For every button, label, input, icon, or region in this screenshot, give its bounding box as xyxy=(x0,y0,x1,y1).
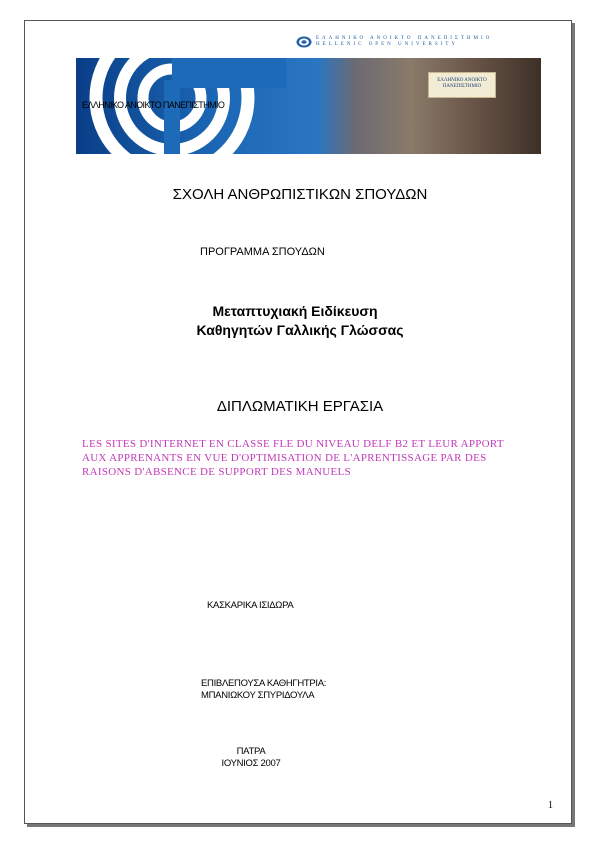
header-strip-text xyxy=(316,36,492,48)
university-banner xyxy=(76,58,541,154)
building-sign-line2: ΠΑΝΕΠΙΣΤΗΜΙΟ xyxy=(442,84,482,89)
supervisor-label: ΕΠΙΒΛΕΠΟΥΣΑ ΚΑΘΗΓΗΤΡΙΑ: xyxy=(201,678,327,689)
thesis-title: LES SITES D'INTERNET EN CLASSE FLE DU NIVEAU DELF B2 ET LEUR APPORT AUX APPRENANTS EN VUE D'OPTIMISATION DE L'APRENTISSAGE PAR DES RAISONS D'ABSENCE DE SUPPORT DES MANUELS xyxy=(82,438,504,478)
date: ΙΟΥΝΙΟΣ 2007 xyxy=(221,758,281,769)
header-strip-line1: ΕΛΛΗΝΙΚΟ ΑΝΟΙΚΤΟ ΠΑΝΕΠΙΣΤΗΜΙΟ xyxy=(316,36,493,41)
program-label: ΠΡΟΓΡΑΜΜΑ ΣΠΟΥΔΩΝ xyxy=(200,246,325,258)
specialization-line1: Μεταπτυχιακή Ειδίκευση xyxy=(212,303,378,319)
supervisor-block xyxy=(201,678,326,702)
specialization-line2: Καθηγητών Γαλλικής Γλώσσας xyxy=(196,322,404,338)
university-logo-icon xyxy=(296,36,312,48)
specialization xyxy=(0,302,600,340)
building-sign-line1: ΕΛΛΗΝΙΚΟ ΑΝΟΙΚΤΟ xyxy=(437,78,487,83)
header-strip-line2: HELLENIC OPEN UNIVERSITY xyxy=(316,42,458,47)
school-name: ΣΧΟΛΗ ΑΝΘΡΩΠΙΣΤΙΚΩΝ ΣΠΟΥΔΩΝ xyxy=(172,186,428,203)
place-date-block xyxy=(0,746,502,770)
document-type: ΔΙΠΛΩΜΑΤΙΚΗ ΕΡΓΑΣΙΑ xyxy=(216,398,384,415)
supervisor-name: ΜΠΑΝΙΩΚΟΥ ΣΠΥΡΙΔΟΥΛΑ xyxy=(201,690,315,701)
university-name: ΕΛΛΗΝΙΚΟ ΑΝΟΙΚΤΟ ΠΑΝΕΠΙΣΤΗΜΙΟ xyxy=(82,100,225,110)
page-number: 1 xyxy=(548,800,553,811)
header-logo-strip xyxy=(296,36,492,48)
author-name: ΚΑΣΚΑΡΙΚΑ ΙΣΙΔΩΡΑ xyxy=(207,600,294,611)
building-sign xyxy=(428,72,496,98)
place: ΠΑΤΡΑ xyxy=(236,746,266,757)
